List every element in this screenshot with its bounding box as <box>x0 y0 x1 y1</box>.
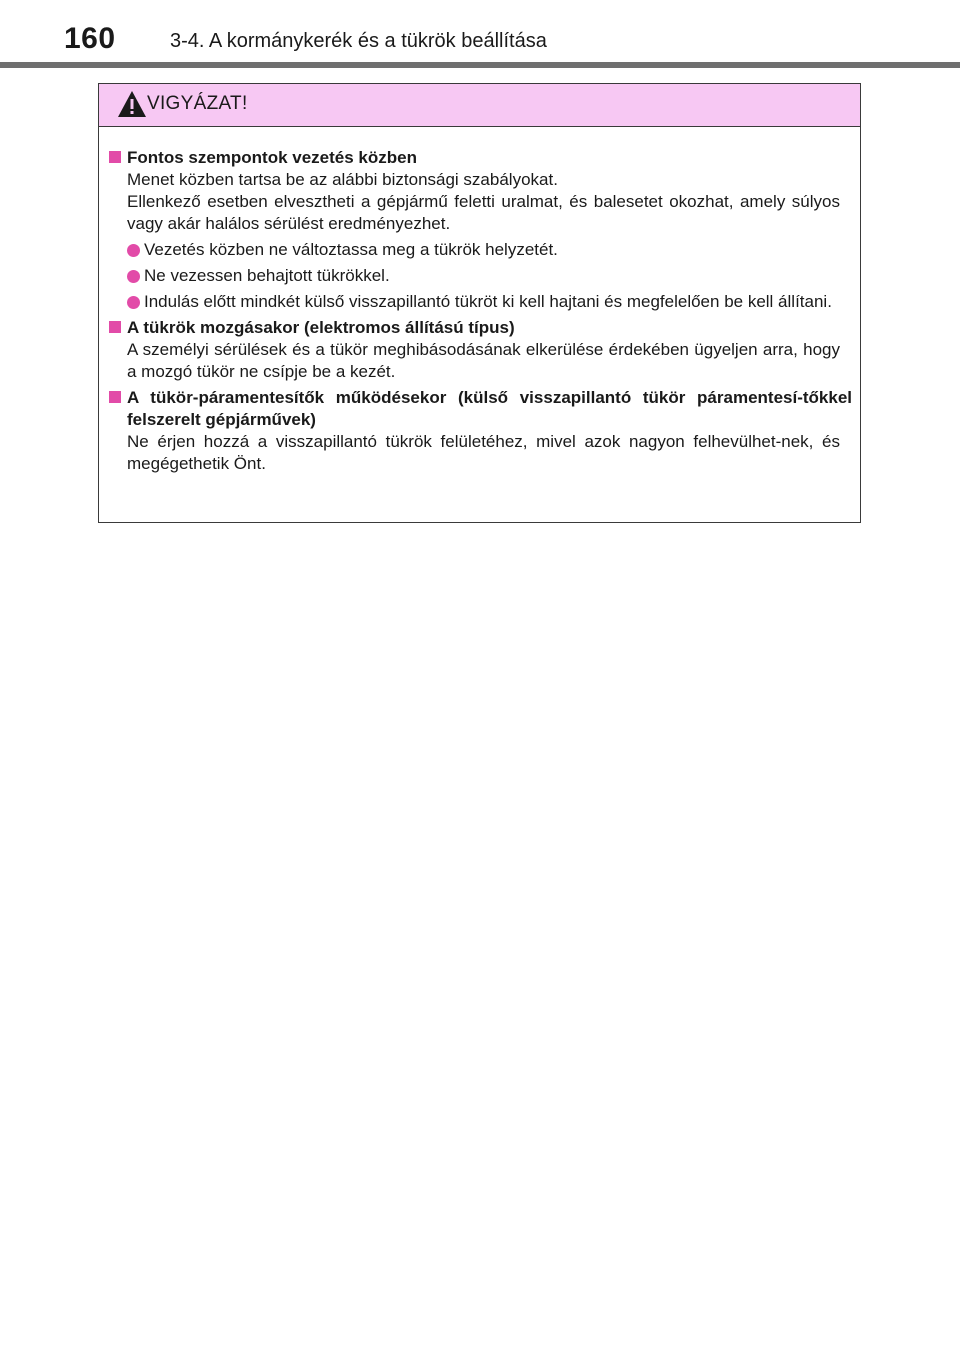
section-heading: Fontos szempontok vezetés közben <box>107 147 852 169</box>
round-bullet-icon <box>127 296 140 309</box>
square-bullet-icon <box>109 151 121 163</box>
warning-triangle-icon <box>117 90 147 118</box>
paragraph: A személyi sérülések és a tükör meghibásodásának elkerülése érdekében ügyeljen arra, hogy a mozgó tükör ne csípje be a kezét. <box>127 340 840 381</box>
page-header <box>0 0 960 70</box>
round-bullet-icon <box>127 244 140 257</box>
warning-header <box>99 84 860 127</box>
square-bullet-icon <box>109 391 121 403</box>
paragraph: Menet közben tartsa be az alábbi biztonsági szabályokat. <box>127 170 558 189</box>
round-bullet-icon <box>127 270 140 283</box>
section-heading: A tükrök mozgásakor (elektromos állítású típus) <box>107 317 852 339</box>
square-bullet-icon <box>109 321 121 333</box>
paragraph: Ne érjen hozzá a visszapillantó tükrök felületéhez, mivel azok nagyon felhevülhet-nek, és megégethetik Önt. <box>127 432 840 473</box>
warning-section-driving <box>107 147 852 313</box>
list-item: Indulás előtt mindkét külső visszapillantó tükröt ki kell hajtani és megfelelően be kell állítani. <box>107 291 852 313</box>
warning-section-defogger <box>107 387 852 475</box>
section-title: 3-4. A kormánykerék és a tükrök beállítása <box>170 30 547 52</box>
list-item: Vezetés közben ne változtassa meg a tükrök helyzetét. <box>107 239 852 261</box>
section-heading: A tükör-páramentesítők működésekor (külső visszapillantó tükör páramentesí-tőkkel felszerelt gépjárművek) <box>107 387 852 431</box>
warning-box <box>98 83 861 523</box>
warning-title: VIGYÁZAT! <box>147 93 248 114</box>
header-rule <box>0 62 960 68</box>
warning-section-mirror-moving <box>107 317 852 383</box>
page-number: 160 <box>64 22 116 55</box>
warning-body <box>99 127 860 475</box>
paragraph: Ellenkező esetben elvesztheti a gépjármű feletti uralmat, és balesetet okozhat, amely súlyos vagy akár halálos sérülést eredményezhet. <box>127 192 840 233</box>
list-item: Ne vezessen behajtott tükrökkel. <box>107 265 852 287</box>
